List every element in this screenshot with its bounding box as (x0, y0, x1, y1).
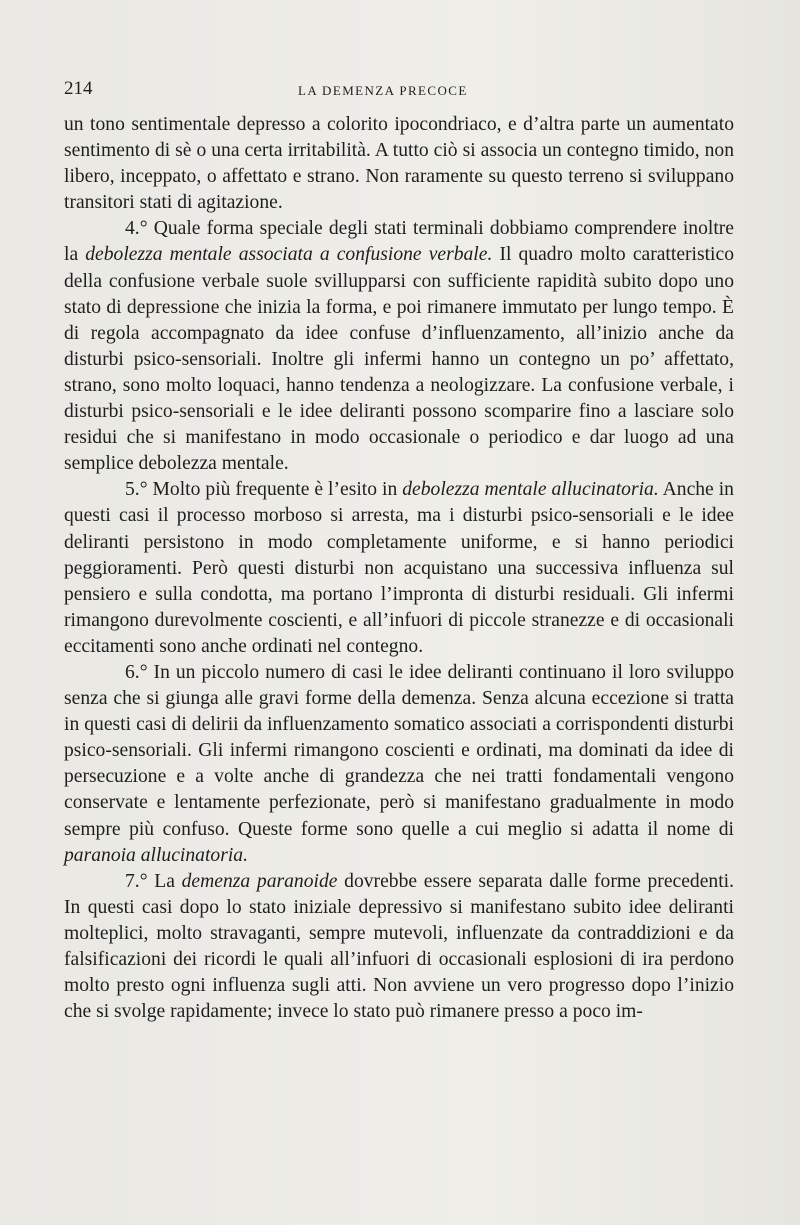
paragraph-item-7 (64, 869, 734, 1026)
text-run: 4.° Quale forma speciale degli stati terminali dobbiamo comprendere inoltre la (64, 218, 734, 266)
italic-term: demenza paranoide (181, 870, 338, 892)
text-run: Il quadro molto caratteristico della confusione verbale suole svillupparsi con sufficiente rapidità subito dopo uno stato di depressione che inizia la forma, e poi rimanere immutato per lungo tempo. È di regola accompagnato da idee confuse d’influenzamento, all’inizio anche da disturbi psico-sensoriali. Inoltre gli infermi hanno un contegno un po’ affettato, strano, sono molto loquaci, hanno tendenza a neologizzare. La confusione verbale, i disturbi psico-sensoriali e le idee deliranti possono scomparire fino a lasciare solo residui che si manifestano in modo occasionale o periodico e dar luogo ad una semplice debolezza mentale. (64, 244, 734, 475)
paragraph-item-6 (64, 660, 734, 869)
text-run: Anche in questi casi il processo morboso si arresta, ma i disturbi psico-sensoriali e le idee deliranti persistono in modo completamente uniforme, e si hanno periodici peggioramenti. Però questi disturbi non acquistano una successiva influenza sul pensiero e sulla condotta, ma portano l’impronta di disturbi residuali. Gli infermi rimangono durevolmente coscienti, e all’infuori di piccole stranezze e di occasionali eccitamenti sono anche ordinati nel contegno. (64, 479, 734, 657)
text-run: dovrebbe essere separata dalle forme precedenti. In questi casi dopo lo stato iniziale depressivo si manifestano subito idee deliranti molteplici, molto stravaganti, sempre mutevoli, influenzate da contraddizioni e da falsificazioni dei ricordi le quali all’infuori di occasionali esplosioni di ira perdono molto presto ogni influenza sugli atti. Non avviene un vero progresso dopo l’inizio che si svolge rapidamente; invece lo stato può rimanere presso a poco im- (64, 870, 735, 1023)
paragraph-continuation (64, 112, 734, 216)
text-run: 7.° La (125, 870, 182, 892)
italic-term: debolezza mentale associata a confusione verbale. (85, 244, 493, 266)
text-run: 5.° Molto più frequente è l’esito in (125, 479, 403, 501)
italic-term: debolezza mentale allucinatoria. (402, 479, 659, 501)
paragraph-item-5 (64, 477, 734, 660)
paragraph-item-4 (64, 216, 734, 477)
text-run: 6.° In un piccolo numero di casi le idee deliranti continuano il loro sviluppo senza che si giunga alle gravi forme della demenza. Senza alcuna eccezione si tratta in questi casi di delirii da influenzamento somatico associati a corrispondenti disturbi psico-sensoriali. Gli infermi rimangono coscienti e ordinati, ma dominati da idee di persecuzione e a volte anche di grandezza che nei tratti fondamentali vengono conservate e lentamente perfezionate, però si manifestano gradualmente in modo sempre più confuso. Queste forme sono quelle a cui meglio si adatta il nome di (64, 661, 734, 840)
body-text (64, 112, 734, 1025)
text-run: un tono sentimentale depresso a colorito ipocondriaco, e d’altra parte un aumentato sentimento di sè o una certa irritabilità. A tutto ciò si associa un contegno timido, non libero, inceppato, o affettato e strano. Non raramente su questo terreno si sviluppano transitori stati di agitazione. (64, 114, 734, 214)
page-header (64, 78, 736, 104)
italic-term: paranoia allucinatoria. (64, 844, 248, 866)
running-title: LA DEMENZA PRECOCE (298, 83, 468, 98)
page-number: 214 (64, 78, 93, 99)
